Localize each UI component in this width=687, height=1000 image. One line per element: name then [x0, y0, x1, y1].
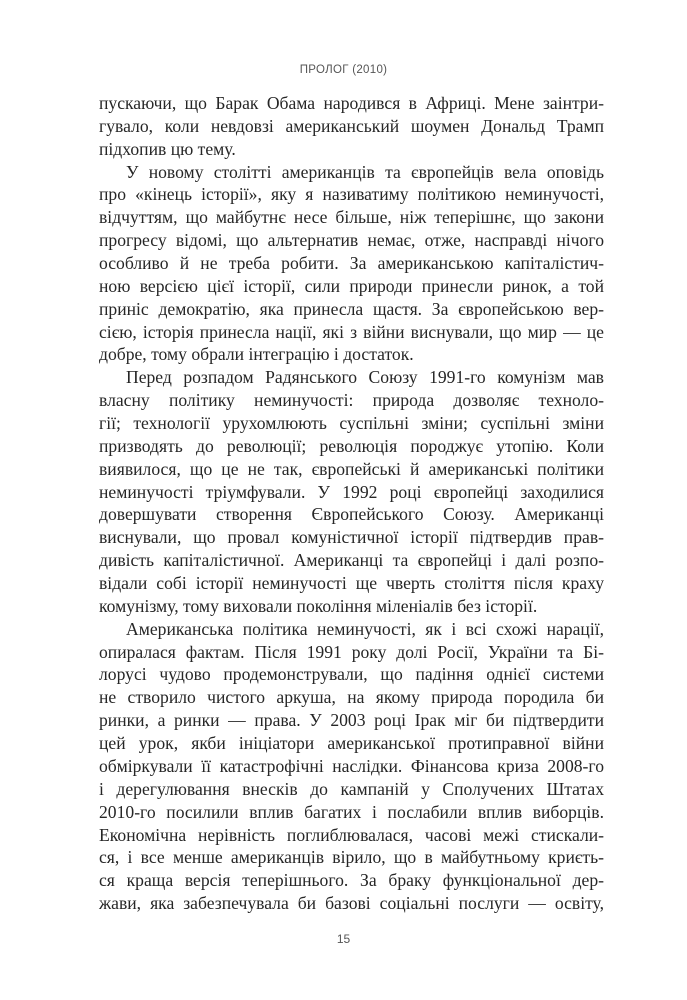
text-line: жави, яка забезпечувала би базові соціальні послуги — освіту,	[99, 893, 604, 914]
text-line: У новому столітті американців та європейців вела оповідь	[126, 161, 604, 182]
text-line: приніс демократію, яка принесла щастя. За європейською вер-	[99, 298, 604, 319]
text-line: відчуттям, що майбутнє несе більше, ніж теперішнє, що закони	[99, 207, 604, 228]
text-line: прогресу відомі, що альтернатив немає, отже, насправді нічого	[99, 230, 604, 251]
text-line: Американська політика неминучості, як і всі схожі нарації,	[126, 618, 604, 639]
text-line: гії; технології урухомлюють суспільні зміни; суспільні зміни	[99, 413, 604, 434]
text-line: і дерегулювання внесків до кампаній у Сполучених Штатах	[99, 778, 604, 799]
text-line: виявилося, що це не так, європейські й американські політики	[99, 458, 604, 479]
text-line: комунізму, тому виховали покоління міленіалів без історії.	[99, 595, 538, 616]
text-line: довершувати створення Європейського Союзу. Американці	[99, 504, 604, 525]
text-line: власну політику неминучості: природа дозволяє техноло-	[99, 390, 604, 411]
text-line: пускаючи, що Барак Обама народився в Африці. Мене заінтри-	[99, 93, 604, 113]
text-line: ною версією цієї історії, сили природи принесли ринок, а той	[99, 275, 604, 296]
text-line: ся, і все менше американців вірило, що в майбутньому криєть-	[99, 847, 604, 868]
text-line: опиралася фактам. Після 1991 року долі Росії, України та Бі-	[99, 641, 604, 662]
text-line: не створило чистого аркуша, на якому природа породила би	[99, 687, 604, 708]
text-line: підхопив цю тему.	[99, 138, 236, 159]
text-line: обміркували її катастрофічні наслідки. Фінансова криза 2008-го	[99, 755, 604, 776]
text-line: 2010-го посилили вплив багатих і послабили вплив виборців.	[99, 801, 604, 822]
text-line: ся краща версія теперішнього. За браку функціональної дер-	[99, 870, 604, 891]
text-line: особливо й не треба робити. За американською капіталістич-	[99, 253, 604, 274]
text-line: ринки, а ринки — права. У 2003 році Ірак міг би підтвердити	[99, 710, 604, 731]
text-line: цей урок, якби ініціатори американської протиправної війни	[99, 733, 604, 754]
text-line: призводять до революції; революція породжує утопію. Коли	[99, 435, 604, 456]
paragraph	[99, 366, 604, 617]
text-line: Перед розпадом Радянського Союзу 1991-го комунізм мав	[126, 367, 604, 388]
running-header: ПРОЛОГ (2010)	[299, 64, 388, 76]
text-line: неминучості тріумфували. У 1992 році європейці заходилися	[99, 481, 604, 502]
text-line: лорусі чудово продемонстрували, що падіння однієї системи	[99, 664, 604, 685]
text-line: про «кінець історії», яку я називатиму політикою неминучості,	[99, 184, 604, 205]
text-line: сією, історія принесла нації, які з війни виснували, що мир — це	[99, 321, 604, 342]
paragraph	[99, 618, 604, 915]
text-line: дивість капіталістичної. Американці та європейці і далі розпо-	[99, 550, 604, 571]
text-line: відали собі історії неминучості ще чверть століття після краху	[99, 573, 604, 594]
page-body	[99, 92, 604, 915]
page-number: 15	[336, 932, 351, 946]
text-line: добре, тому обрали інтеграцію і достаток.	[99, 344, 414, 365]
text-line: виснували, що провал комуністичної історії підтвердив прав-	[99, 527, 604, 548]
paragraph	[99, 161, 604, 367]
paragraph	[99, 92, 604, 161]
text-line: гувало, коли невдовзі американський шоумен Дональд Трамп	[99, 115, 604, 136]
text-line: Економічна нерівність поглиблювалася, часові межі стискали-	[99, 824, 604, 845]
